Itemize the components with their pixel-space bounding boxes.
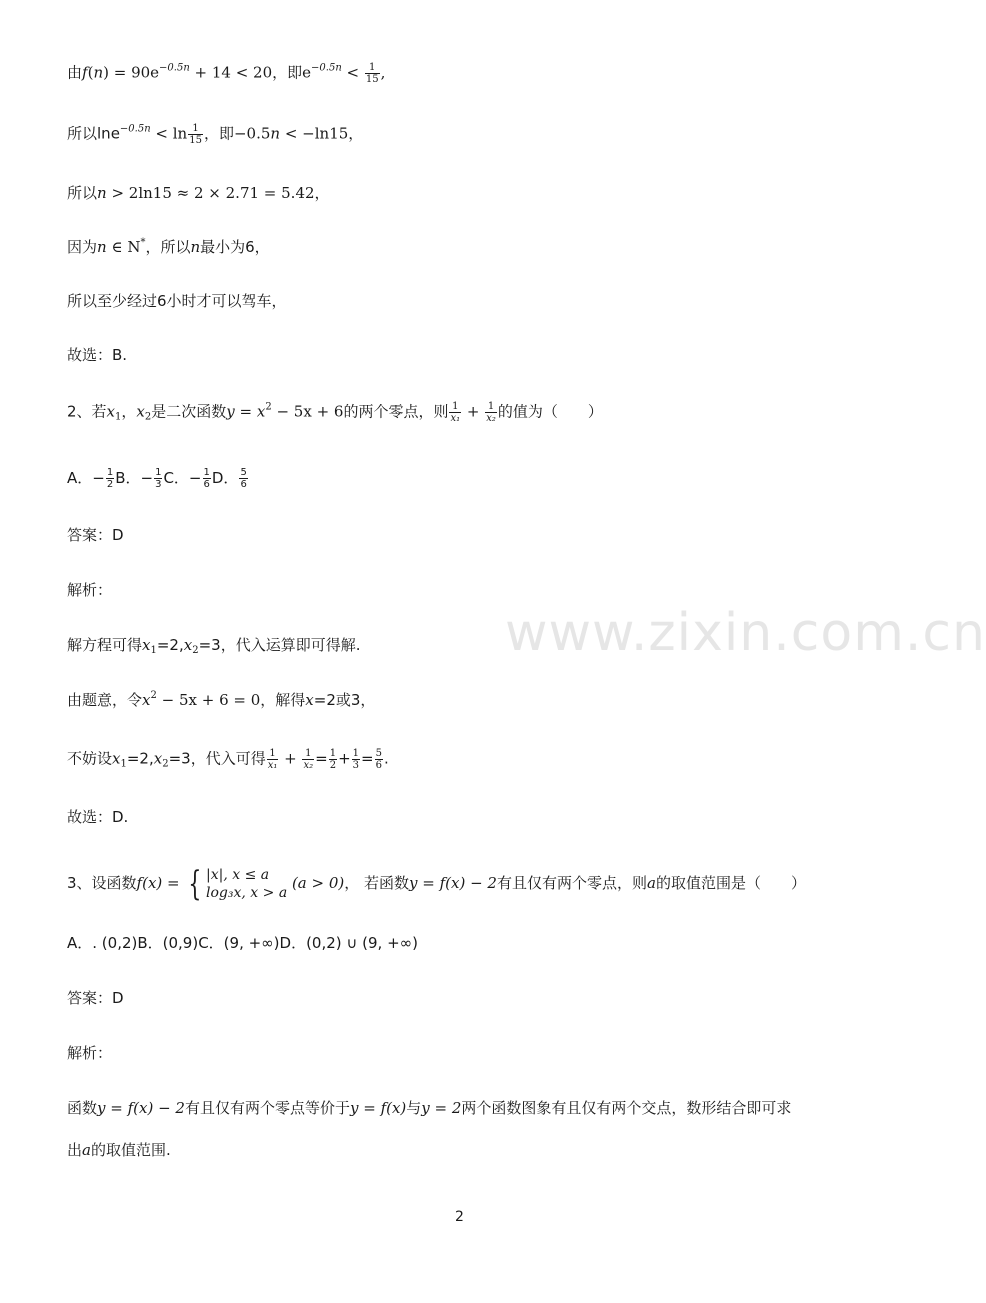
option-c: C．− bbox=[163, 469, 202, 487]
question-2-answer: 答案：D bbox=[67, 526, 124, 544]
fraction: $\frac{1}{\text{x₁}}$ bbox=[450, 401, 461, 424]
solution-line-3 bbox=[67, 183, 330, 203]
text: 的值为（ ） bbox=[497, 402, 603, 421]
text: 由 bbox=[67, 63, 83, 82]
answer-select-b: 故选：B. bbox=[67, 346, 128, 364]
question-3-options: A．. (0,2)B．(0,9)C．(9, +∞)D．(0,2) ∪ (9, +∞) bbox=[67, 934, 418, 952]
question-2-analysis-1: 解方程可得$x_1=2,x_2=3$，代入运算即可得解. bbox=[67, 636, 361, 656]
fraction: $\frac{1}{\text{x₂}}$ bbox=[486, 401, 496, 424]
watermark: www.zixin.com.cn bbox=[505, 603, 986, 663]
math-f: f bbox=[82, 63, 88, 82]
solution-line-4 bbox=[67, 237, 270, 257]
page-number: 2 bbox=[455, 1209, 464, 1225]
math-lt: < bbox=[341, 63, 364, 82]
text: ，所以 bbox=[145, 238, 191, 256]
text: 所以 bbox=[67, 184, 98, 202]
text: 最小为6， bbox=[200, 238, 270, 256]
math-lt: < ln bbox=[150, 124, 188, 143]
math-exp: −0.5n bbox=[119, 123, 151, 135]
text: < −ln15， bbox=[280, 124, 364, 143]
question-2-select: 故选：D. bbox=[67, 808, 129, 826]
math-n: n bbox=[190, 238, 201, 256]
fraction: $\frac{1}{15}$ bbox=[189, 123, 202, 146]
math-mid: + 14 < 20，即e bbox=[189, 63, 312, 82]
question-3: 3、设函数f(x) = { |x|, x ≤ a log₃x, x > a (a > 0)， 若函数y = f(x) − 2有且仅有两个零点，则a的取值范围是（ ） bbox=[67, 864, 806, 904]
math-eq: ) = 90e bbox=[103, 63, 160, 82]
math-n: n bbox=[93, 63, 104, 82]
text: 因为 bbox=[67, 238, 98, 256]
question-2-analysis-3: 不妨设$x_1=2,x_2=3$，代入可得 $\frac{1}{\text{x₁}}$ + $\frac{1}{\text{x₂}}$ = $\frac{1}{2}$ + $\frac{1}{3}$ = $\frac{5}{6}$ . bbox=[67, 748, 389, 771]
text: 的两个零点，则 bbox=[343, 402, 449, 421]
question-3-analysis-2: 出a的取值范围. bbox=[67, 1141, 171, 1159]
math-exp2: −0.5n bbox=[311, 62, 342, 74]
math-star: * bbox=[140, 237, 146, 248]
math-exp: −0.5n bbox=[159, 62, 190, 74]
math-expr: > 2ln15 ≈ 2 × 2.71 = 5.42， bbox=[106, 184, 330, 202]
question-2-options: A．− $\frac{1}{2}$ B．− $\frac{1}{3}$ C．− $\frac{1}{6}$ D． $\frac{5}{6}$ bbox=[67, 467, 247, 490]
question-2-analysis-label: 解析： bbox=[67, 581, 113, 599]
option-d: D． bbox=[211, 469, 239, 487]
solution-line-1: 由$f(n) = 90e^{-0.5n} + 14 < 20$，即$e^{-0.5n}$ < $\frac{1}{15}$ , bbox=[67, 62, 386, 85]
math-ln: lne bbox=[97, 124, 120, 143]
math-in: ∈ N bbox=[106, 238, 141, 256]
math-n: n bbox=[97, 238, 107, 256]
text: 是二次函数 bbox=[151, 402, 227, 421]
text: 2、若 bbox=[67, 402, 107, 421]
solution-line-2 bbox=[67, 123, 363, 146]
text: ，即−0.5 bbox=[203, 124, 271, 143]
text: , bbox=[380, 63, 386, 82]
question-2-analysis-2: 由题意，令$x^2 - 5x + 6 = 0$，解得x=2或3， bbox=[67, 690, 376, 709]
question-3-analysis-label: 解析： bbox=[67, 1044, 113, 1062]
option-a: A．− bbox=[67, 469, 105, 487]
solution-line-5: 所以至少经过6小时才可以驾车， bbox=[67, 292, 287, 310]
math-n: n bbox=[270, 124, 281, 143]
math-n: n bbox=[97, 184, 107, 202]
question-2: 2、若$x_1$，$x_2$是二次函数$y = x^2 - 5x + 6$的两个零点，则 $\frac{1}{\text{x₁}}$ + $\frac{1}{\text{x₂}}$ 的值为（ ） bbox=[67, 401, 603, 424]
question-3-answer: 答案：D bbox=[67, 989, 124, 1007]
fraction: $\frac{1}{15}$ bbox=[365, 62, 379, 85]
text: 所以 bbox=[67, 124, 98, 143]
question-3-analysis-1: 函数y = f(x) − 2有且仅有两个零点等价于y = f(x)与y = 2两个函数图象有且仅有两个交点，数形结合即可求 bbox=[67, 1099, 792, 1117]
option-b: B．− bbox=[115, 469, 154, 487]
